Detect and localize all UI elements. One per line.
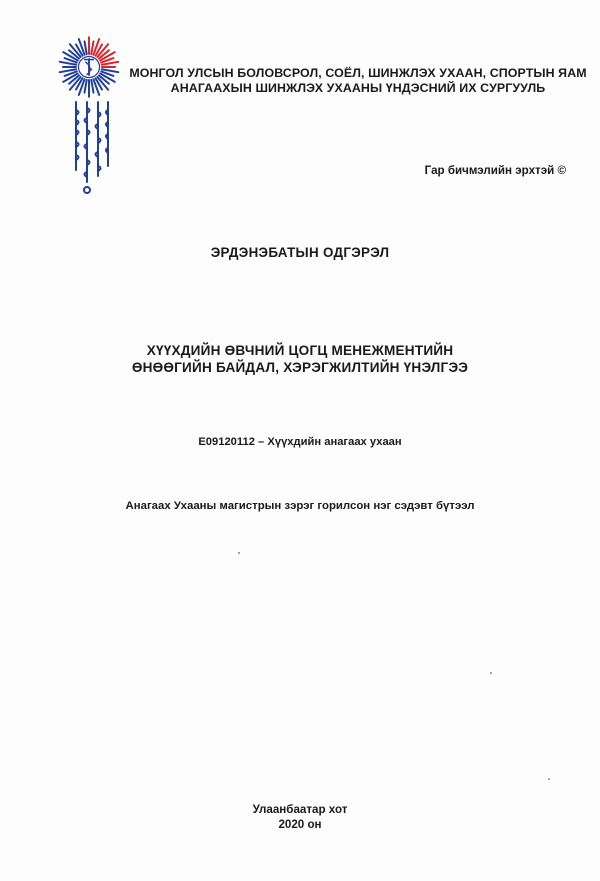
author-name: ЭРДЭНЭБАТЫН ОДГЭРЭЛ xyxy=(210,245,390,260)
thesis-title-line-2: ӨНӨӨГИЙН БАЙДАЛ, ХЭРЭГЖИЛТИЙН ҮНЭЛГЭЭ xyxy=(131,360,469,375)
university-emblem-icon xyxy=(58,36,120,98)
city: Улаанбаатар хот xyxy=(252,803,348,816)
mongolian-script-emblem xyxy=(68,100,112,196)
specialty-code: Е09120112 – Хүүхдийн анагаах ухаан xyxy=(198,436,402,448)
copyright-note: Гар бичмэлийн эрхтэй © xyxy=(424,164,566,177)
degree-statement: Анагаах Ухааны магистрын зэрэг горилсон нэг сэдэвт бүтээл xyxy=(125,500,475,512)
ministry-line-1: МОНГОЛ УЛСЫН БОЛОВСРОЛ, СОЁЛ, ШИНЖЛЭХ УХААН, СПОРТЫН ЯАМ xyxy=(129,66,587,80)
ministry-line-2: АНАГААХЫН ШИНЖЛЭХ УХААНЫ ҮНДЭСНИЙ ИХ СУРГУУЛЬ xyxy=(170,81,546,95)
place-and-year xyxy=(0,802,600,832)
thesis-title xyxy=(0,342,600,376)
thesis-title-line-1: ХҮҮХДИЙН ӨВЧНИЙ ЦОГЦ МЕНЕЖМЕНТИЙН xyxy=(146,343,454,358)
year: 2020 он xyxy=(278,818,322,831)
scan-speck xyxy=(238,552,240,554)
scan-speck xyxy=(548,778,550,780)
scan-speck xyxy=(490,672,492,674)
ministry-header xyxy=(128,66,588,96)
